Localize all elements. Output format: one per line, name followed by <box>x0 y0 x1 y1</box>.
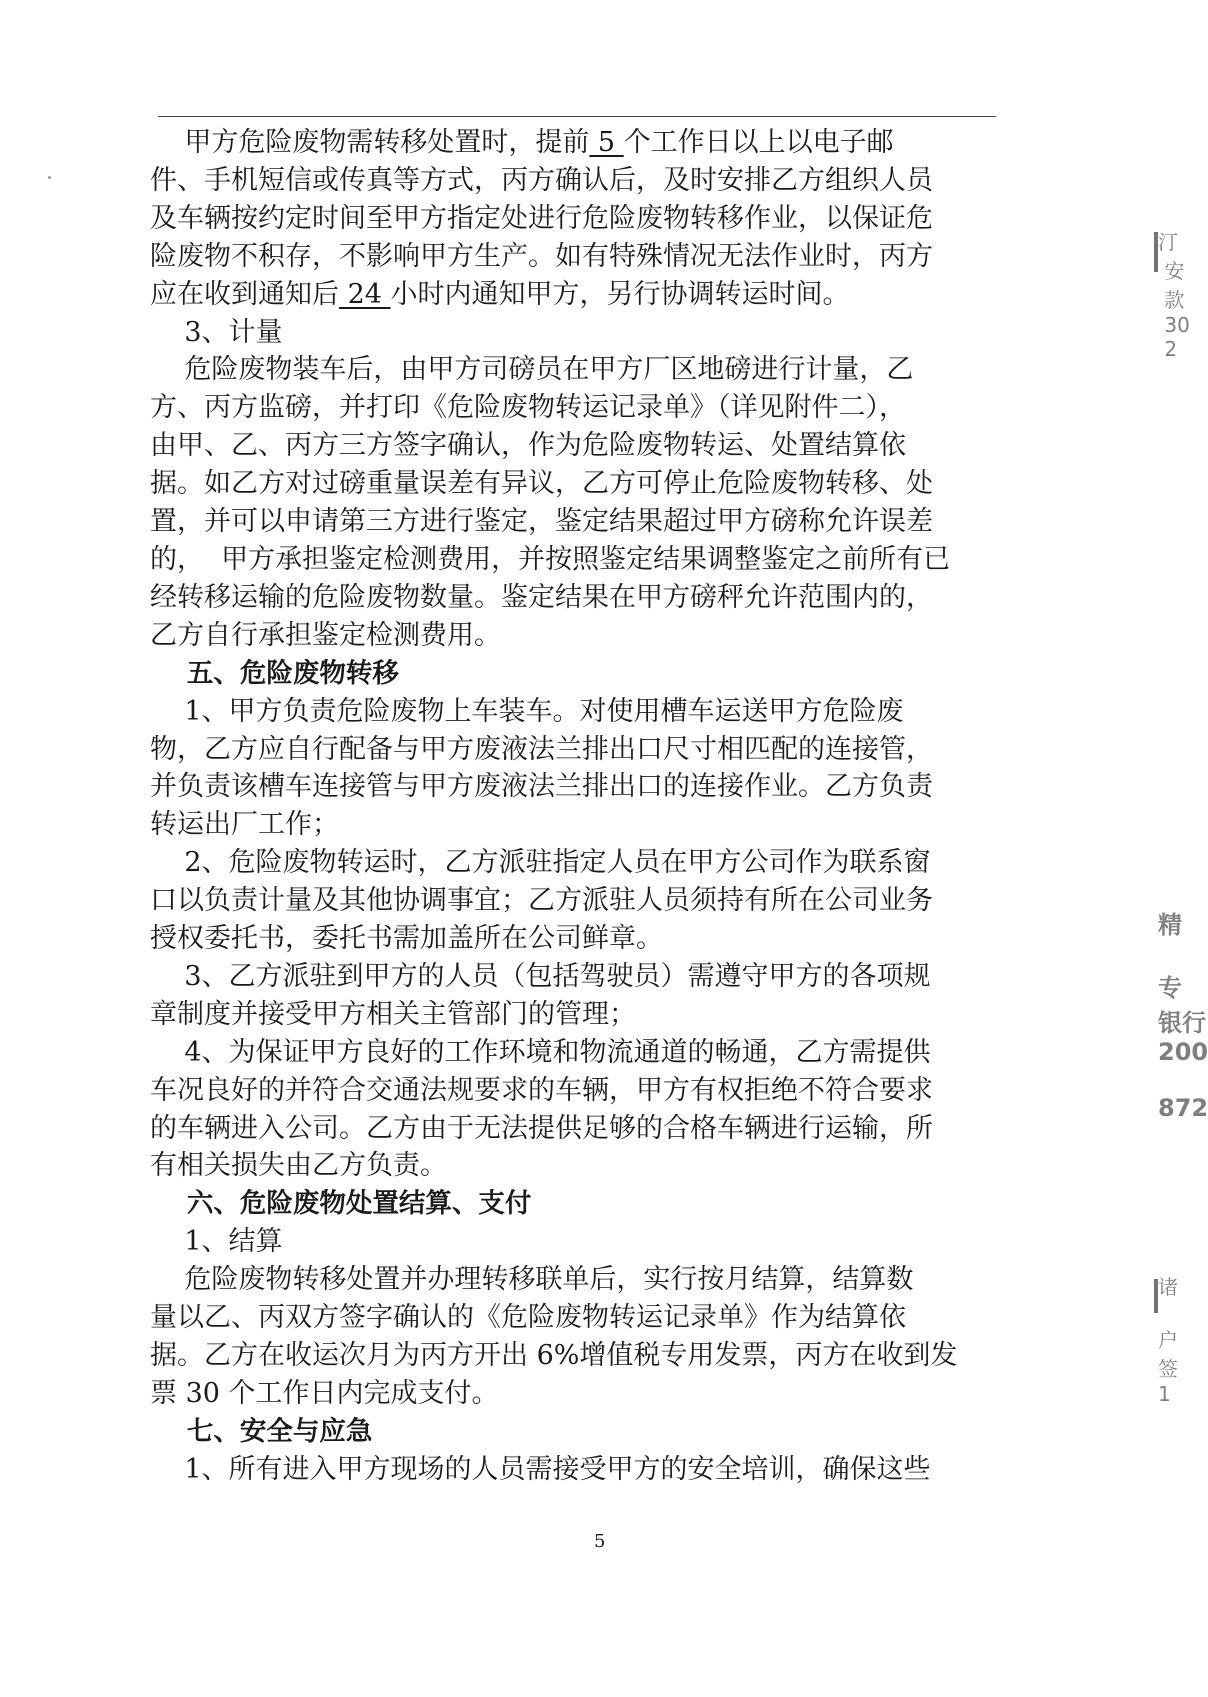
section-heading <box>150 655 1030 693</box>
margin-stamp-fragment-bottom: 诸 户 签 1 <box>1158 1275 1178 1406</box>
text-line <box>150 958 1030 996</box>
text-segment: 1、甲方负责危险废物上车装车。对使用槽车运送甲方危险废 <box>150 695 904 727</box>
text-line <box>150 1337 1030 1375</box>
text-segment: 1、结算 <box>150 1226 283 1258</box>
text-segment: 由甲、乙、丙方三方签字确认，作为危险废物转运、处置结算依 <box>150 430 906 462</box>
text-segment: 方、丙方监磅，并打印《危险废物转运记录单》（详见附件二）， <box>150 392 906 424</box>
text-segment: 个工作日以上以电子邮 <box>623 127 894 158</box>
margin-stamp-fragment-middle: 精 专 银行 200 872 <box>1158 911 1208 1122</box>
text-segment: 危险废物转移处置并办理转移联单后，实行按月结算，结算数 <box>150 1264 914 1296</box>
text-segment: 口以负责计量及其他协调事宜；乙方派驻人员须持有所在公司业务 <box>150 885 933 917</box>
text-segment: 2、危险废物转运时，乙方派驻指定人员在甲方公司作为联系窗 <box>150 847 931 879</box>
text-line <box>150 844 1030 882</box>
text-segment: 3、计量 <box>150 316 283 348</box>
text-segment: 有相关损失由乙方负责。 <box>150 1150 447 1182</box>
text-segment: 危险废物装车后，由甲方司磅员在甲方厂区地磅进行计量，乙 <box>150 354 914 386</box>
text-line <box>150 465 1030 503</box>
text-segment: 件、手机短信或传真等方式，丙方确认后，及时安排乙方组织人员 <box>150 164 933 196</box>
text-segment: 章制度并接受甲方相关主管部门的管理； <box>150 998 636 1030</box>
text-line <box>150 1147 1030 1185</box>
text-line <box>150 996 1030 1034</box>
text-line <box>150 768 1030 806</box>
text-line <box>150 806 1030 844</box>
margin-stamp-fragment-top: 汀 安 款 30 2 <box>1158 230 1190 361</box>
text-segment: 车况良好的并符合交通法规要求的车辆，甲方有权拒绝不符合要求 <box>150 1074 933 1106</box>
text-line <box>150 200 1030 238</box>
section-heading <box>150 1413 1030 1451</box>
text-segment: 4、为保证甲方良好的工作环境和物流通道的畅通，乙方需提供 <box>150 1036 931 1068</box>
page-number: 5 <box>594 1531 606 1552</box>
text-line <box>150 882 1030 920</box>
scan-speck <box>48 176 51 179</box>
text-line <box>150 351 1030 389</box>
text-segment: 六、危险废物处置结算、支付 <box>150 1188 532 1220</box>
text-segment: 乙方自行承担鉴定检测费用。 <box>150 619 501 651</box>
text-segment: 置，并可以申请第三方进行鉴定，鉴定结果超过甲方磅称允许误差 <box>150 506 933 538</box>
text-segment: 物，乙方应自行配备与甲方废液法兰排出口尺寸相匹配的连接管， <box>150 733 933 765</box>
text-line <box>150 427 1030 465</box>
text-segment: 据。如乙方对过磅重量误差有异议，乙方可停止危险废物转移、处 <box>150 468 933 500</box>
text-line <box>150 1223 1030 1261</box>
text-segment: 小时内通知甲方，另行协调转运时间。 <box>390 278 850 310</box>
text-line <box>150 541 1030 579</box>
text-line <box>150 276 1030 314</box>
text-line <box>150 579 1030 617</box>
text-segment: 五、危险废物转移 <box>150 657 399 689</box>
text-segment: 七、安全与应急 <box>150 1415 373 1447</box>
header-rule <box>158 116 996 117</box>
text-line <box>150 162 1030 200</box>
text-line <box>150 731 1030 769</box>
text-segment: 授权委托书，委托书需加盖所在公司鲜章。 <box>150 923 663 955</box>
text-line <box>150 1451 1030 1489</box>
text-segment: 据。乙方在收运次月为丙方开出 6%增值税专用发票，丙方在收到发 <box>150 1340 958 1371</box>
text-line <box>150 1299 1030 1337</box>
text-line <box>150 920 1030 958</box>
text-line <box>150 1072 1030 1110</box>
text-segment: 3、乙方派驻到甲方的人员（包括驾驶员）需遵守甲方的各项规 <box>150 960 931 992</box>
text-segment: 甲方危险废物需转移处置时，提前 <box>150 127 590 158</box>
text-segment: 转运出厂工作； <box>150 809 339 841</box>
text-segment: 票 30 个工作日内完成支付。 <box>150 1377 499 1409</box>
text-segment: 应在收到通知后 <box>150 278 339 310</box>
text-segment: 的， 甲方承担鉴定检测费用，并按照鉴定结果调整鉴定之前所有已 <box>150 543 951 575</box>
text-line <box>150 1034 1030 1072</box>
text-line <box>150 1261 1030 1299</box>
text-segment: 量以乙、丙双方签字确认的《危险废物转运记录单》作为结算依 <box>150 1302 906 1334</box>
text-line <box>150 389 1030 427</box>
text-line <box>150 1375 1030 1413</box>
text-segment: 并负责该槽车连接管与甲方废液法兰排出口的连接作业。乙方负责 <box>150 771 933 803</box>
text-segment: 及车辆按约定时间至甲方指定处进行危险废物转移作业，以保证危 <box>150 202 933 234</box>
text-segment: 的车辆进入公司。乙方由于无法提供足够的合格车辆进行运输，所 <box>150 1112 933 1144</box>
text-line <box>150 238 1030 276</box>
text-segment: 险废物不积存，不影响甲方生产。如有特殊情况无法作业时，丙方 <box>150 240 933 272</box>
section-heading <box>150 1185 1030 1223</box>
underlined-value: 24 <box>339 278 391 310</box>
text-line <box>150 693 1030 731</box>
text-line <box>150 124 1030 162</box>
contract-body-text <box>150 124 1030 1489</box>
underlined-value: 5 <box>589 127 624 158</box>
text-line <box>150 617 1030 655</box>
text-line <box>150 503 1030 541</box>
text-line <box>150 314 1030 352</box>
text-segment: 1、所有进入甲方现场的人员需接受甲方的安全培训，确保这些 <box>150 1453 931 1485</box>
text-segment: 经转移运输的危险废物数量。鉴定结果在甲方磅秤允许范围内的， <box>150 581 933 613</box>
text-line <box>150 1110 1030 1148</box>
